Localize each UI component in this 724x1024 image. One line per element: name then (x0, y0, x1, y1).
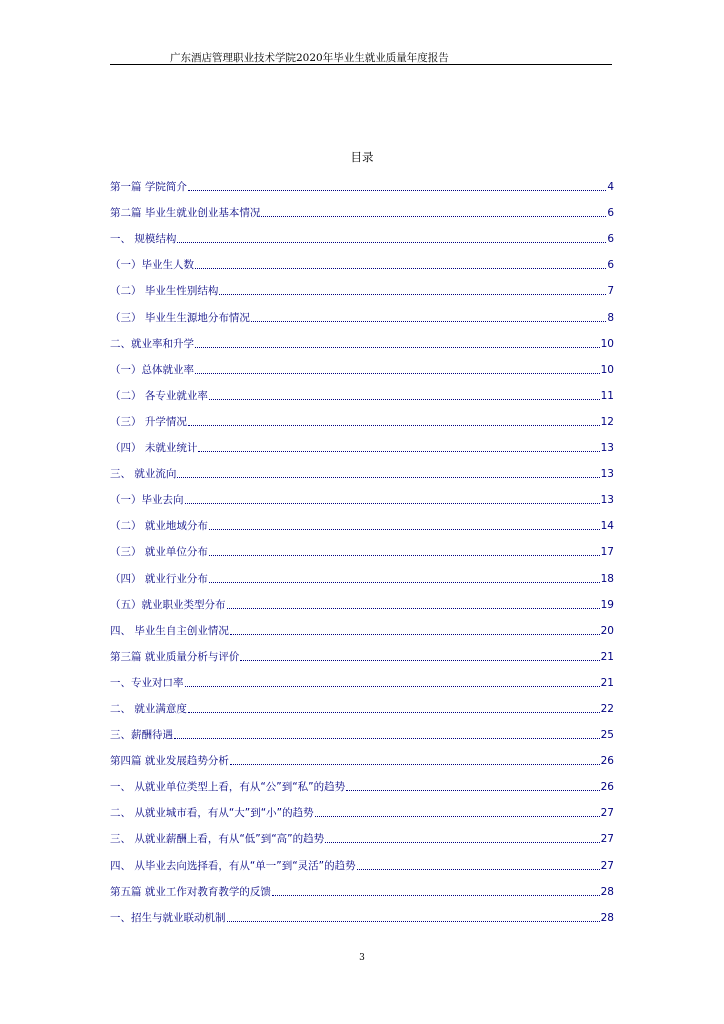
toc-entry[interactable] (110, 716, 614, 742)
toc-entry-label: （三） 毕业生生源地分布情况 (110, 311, 250, 324)
toc-entry[interactable] (110, 168, 614, 194)
toc-entry[interactable] (110, 612, 614, 638)
toc-entry-label: 第四篇 就业发展趋势分析 (110, 755, 229, 768)
toc-entry[interactable] (110, 429, 614, 455)
toc-title: 目录 (350, 150, 374, 164)
toc-entry-page: 6 (607, 207, 614, 220)
toc-entry-page: 27 (600, 859, 614, 872)
toc-entry-label: （三） 就业单位分布 (110, 546, 208, 559)
toc-entry-page: 21 (600, 650, 614, 663)
toc-dot-leader (195, 347, 600, 348)
toc-entry-page: 25 (600, 729, 614, 742)
toc-entry-page: 11 (600, 389, 614, 402)
toc-dot-leader (188, 190, 606, 191)
toc-entry-page: 27 (600, 833, 614, 846)
toc-entry[interactable] (110, 455, 614, 481)
toc-entry-page: 10 (600, 337, 614, 350)
toc-entry-page: 19 (600, 598, 614, 611)
toc-entry-page: 13 (600, 468, 614, 481)
toc-dot-leader (209, 529, 600, 530)
toc-entry-label: 一、 从就业单位类型上看，有从“公”到“私”的趋势 (110, 781, 346, 794)
toc-entry[interactable] (110, 638, 614, 664)
toc-entry[interactable] (110, 481, 614, 507)
toc-entry-page: 6 (607, 259, 614, 272)
toc-entry-label: （一）总体就业率 (110, 363, 194, 376)
toc-entry-label: （二） 就业地域分布 (110, 520, 208, 533)
toc-entry-page: 21 (600, 676, 614, 689)
toc-entry[interactable] (110, 325, 614, 351)
toc-dot-leader (315, 816, 600, 817)
toc-entry-label: 第五篇 就业工作对教育教学的反馈 (110, 885, 271, 898)
page-number: 3 (359, 953, 365, 963)
toc-entry-page: 13 (600, 494, 614, 507)
toc-entry-page: 10 (600, 363, 614, 376)
toc-entry-label: 一、 规模结构 (110, 233, 177, 246)
toc-entry-page: 8 (607, 311, 614, 324)
toc-dot-leader (209, 555, 600, 556)
toc-entry-label: 一、专业对口率 (110, 676, 184, 689)
toc-entry-page: 12 (600, 415, 614, 428)
toc-entry-label: 第二篇 毕业生就业创业基本情况 (110, 207, 261, 220)
toc-entry-label: 二、 从就业城市看，有从“大”到“小”的趋势 (110, 807, 314, 820)
toc-entry-label: 三、 就业流向 (110, 468, 177, 481)
toc-entry-page: 18 (600, 572, 614, 585)
toc-dot-leader (346, 790, 600, 791)
toc-entry-label: （四） 未就业统计 (110, 442, 198, 455)
toc-dot-leader (177, 242, 606, 243)
toc-dot-leader (325, 842, 600, 843)
toc-entry-page: 28 (600, 911, 614, 924)
toc-entry[interactable] (110, 899, 614, 925)
toc-entry[interactable] (110, 794, 614, 820)
toc-entry-label: （二） 各专业就业率 (110, 389, 208, 402)
toc-dot-leader (230, 764, 600, 765)
toc-dot-leader (261, 216, 606, 217)
toc-entry[interactable] (110, 507, 614, 533)
header-rule (110, 64, 612, 65)
toc-entry[interactable] (110, 272, 614, 298)
toc-entry-label: 第三篇 就业质量分析与评价 (110, 650, 240, 663)
toc-entry-label: 三、薪酬待遇 (110, 729, 173, 742)
toc-dot-leader (185, 503, 600, 504)
table-of-contents (110, 168, 614, 925)
toc-dot-leader (188, 712, 600, 713)
toc-entry[interactable] (110, 559, 614, 585)
toc-entry-page: 17 (600, 546, 614, 559)
toc-dot-leader (209, 399, 600, 400)
toc-dot-leader (174, 738, 600, 739)
report-title-header: 广东酒店管理职业技术学院2020年毕业生就业质量年度报告 (170, 52, 449, 64)
toc-entry-label: 二、就业率和升学 (110, 337, 194, 350)
toc-entry-page: 28 (600, 885, 614, 898)
toc-entry-page: 13 (600, 442, 614, 455)
toc-entry[interactable] (110, 664, 614, 690)
toc-dot-leader (357, 869, 600, 870)
toc-dot-leader (240, 660, 599, 661)
toc-entry-page: 26 (600, 755, 614, 768)
toc-entry-page: 7 (607, 285, 614, 298)
toc-entry-label: （一）毕业去向 (110, 494, 184, 507)
toc-entry[interactable] (110, 298, 614, 324)
toc-entry-label: 四、 毕业生自主创业情况 (110, 624, 229, 637)
toc-dot-leader (177, 477, 599, 478)
toc-dot-leader (219, 294, 606, 295)
toc-dot-leader (251, 321, 606, 322)
toc-entry[interactable] (110, 220, 614, 246)
toc-dot-leader (227, 921, 600, 922)
toc-entry-label: （一）毕业生人数 (110, 259, 194, 272)
toc-entry-page: 6 (607, 233, 614, 246)
toc-entry-page: 20 (600, 624, 614, 637)
toc-entry-label: 第一篇 学院简介 (110, 181, 187, 194)
toc-dot-leader (272, 895, 600, 896)
toc-entry[interactable] (110, 194, 614, 220)
toc-entry-label: （三） 升学情况 (110, 415, 187, 428)
toc-entry-label: 四、 从毕业去向选择看，有从“单一”到“灵活”的趋势 (110, 859, 356, 872)
toc-entry[interactable] (110, 690, 614, 716)
toc-entry[interactable] (110, 846, 614, 872)
toc-dot-leader (185, 686, 600, 687)
toc-entry[interactable] (110, 403, 614, 429)
toc-entry-label: 一、招生与就业联动机制 (110, 911, 226, 924)
toc-entry[interactable] (110, 586, 614, 612)
toc-entry-page: 26 (600, 781, 614, 794)
toc-dot-leader (195, 373, 600, 374)
toc-entry-page: 22 (600, 702, 614, 715)
toc-entry[interactable] (110, 768, 614, 794)
toc-dot-leader (188, 425, 600, 426)
toc-dot-leader (209, 582, 600, 583)
toc-entry-label: （五）就业职业类型分布 (110, 598, 226, 611)
toc-entry[interactable] (110, 377, 614, 403)
toc-entry-label: 三、 从就业薪酬上看，有从“低”到“高”的趋势 (110, 833, 325, 846)
toc-dot-leader (227, 608, 600, 609)
toc-entry-page: 27 (600, 807, 614, 820)
toc-entry[interactable] (110, 873, 614, 899)
toc-entry[interactable] (110, 351, 614, 377)
toc-entry-label: 二、 就业满意度 (110, 702, 187, 715)
toc-entry[interactable] (110, 820, 614, 846)
toc-entry[interactable] (110, 246, 614, 272)
toc-entry[interactable] (110, 533, 614, 559)
toc-entry-page: 14 (600, 520, 614, 533)
toc-entry[interactable] (110, 742, 614, 768)
toc-entry-page: 4 (607, 181, 614, 194)
toc-dot-leader (198, 451, 599, 452)
toc-dot-leader (230, 634, 600, 635)
running-header (110, 52, 612, 66)
toc-entry-label: （二） 毕业生性别结构 (110, 285, 219, 298)
toc-entry-label: （四） 就业行业分布 (110, 572, 208, 585)
toc-dot-leader (195, 268, 606, 269)
